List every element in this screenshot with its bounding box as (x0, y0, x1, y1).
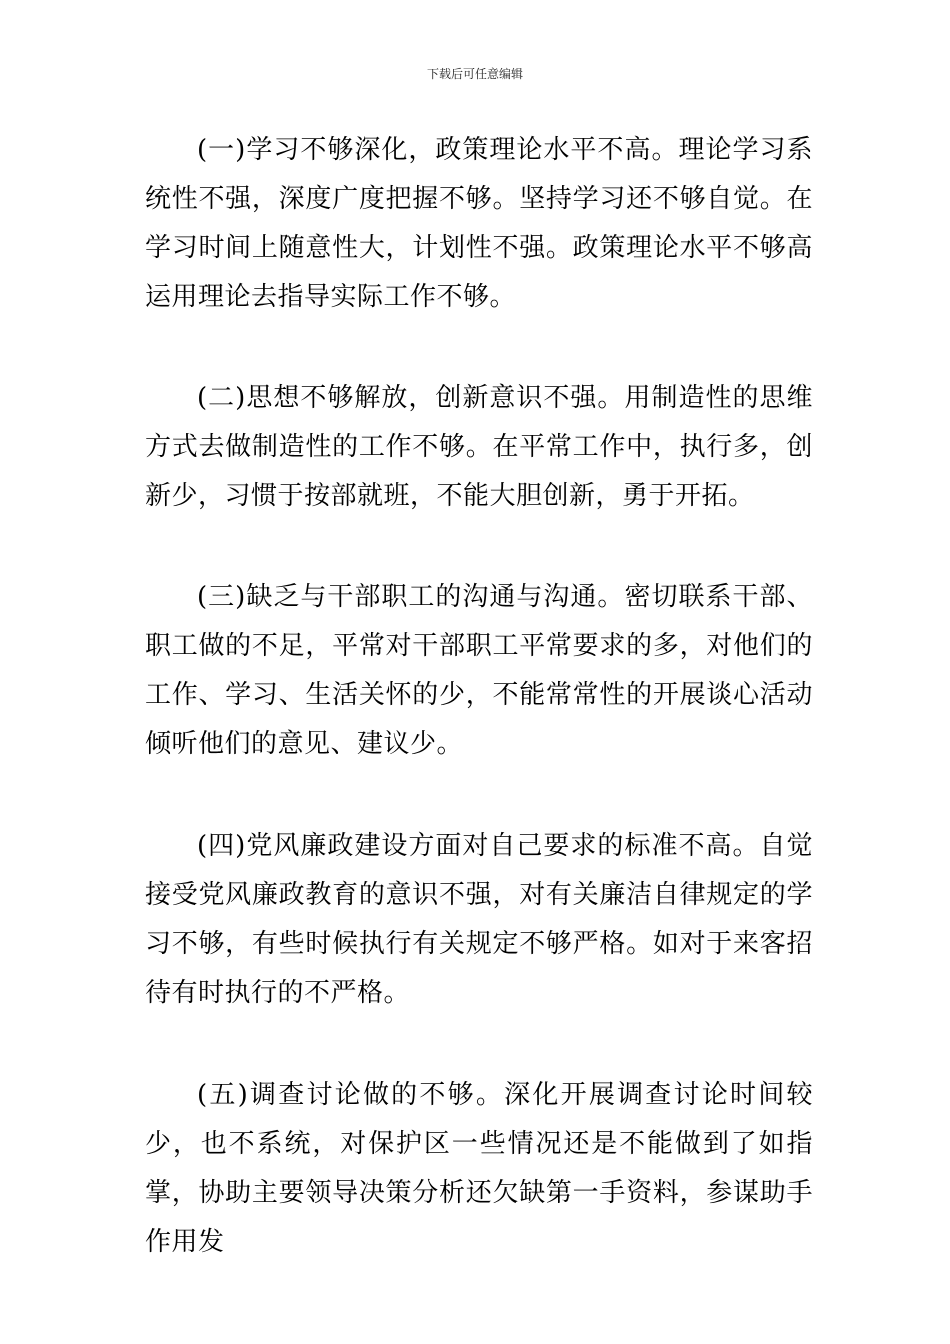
paragraph-1: (一)学习不够深化，政策理论水平不高。理论学习系统性不强，深度广度把握不够。坚持学习还不够自觉。在学习时间上随意性大，计划性不强。政策理论水平不够高运用理论去指导实际工作不够。 (145, 135, 813, 312)
page-header-note: 下载后可任意编辑 (426, 67, 523, 81)
paragraph-5: (五)调查讨论做的不够。深化开展调查讨论时间较少，也不系统，对保护区一些情况还是不能做到了如指掌，协助主要领导决策分析还欠缺第一手资料，参谋助手作用发 (145, 1080, 813, 1257)
paragraph-4: (四)党风廉政建设方面对自己要求的标准不高。自觉接受党风廉政教育的意识不强，对有关廉洁自律规定的学习不够，有些时候执行有关规定不够严格。如对于来客招待有时执行的不严格。 (145, 831, 813, 1008)
paragraph-3: (三)缺乏与干部职工的沟通与沟通。密切联系干部、职工做的不足，平常对干部职工平常要求的多，对他们的工作、学习、生活关怀的少，不能常常性的开展谈心活动倾听他们的意见、建议少。 (145, 582, 813, 759)
paragraph-2: (二)思想不够解放，创新意识不强。用制造性的思维方式去做制造性的工作不够。在平常工作中，执行多，创新少，习惯于按部就班，不能大胆创新，勇于开拓。 (145, 383, 813, 511)
